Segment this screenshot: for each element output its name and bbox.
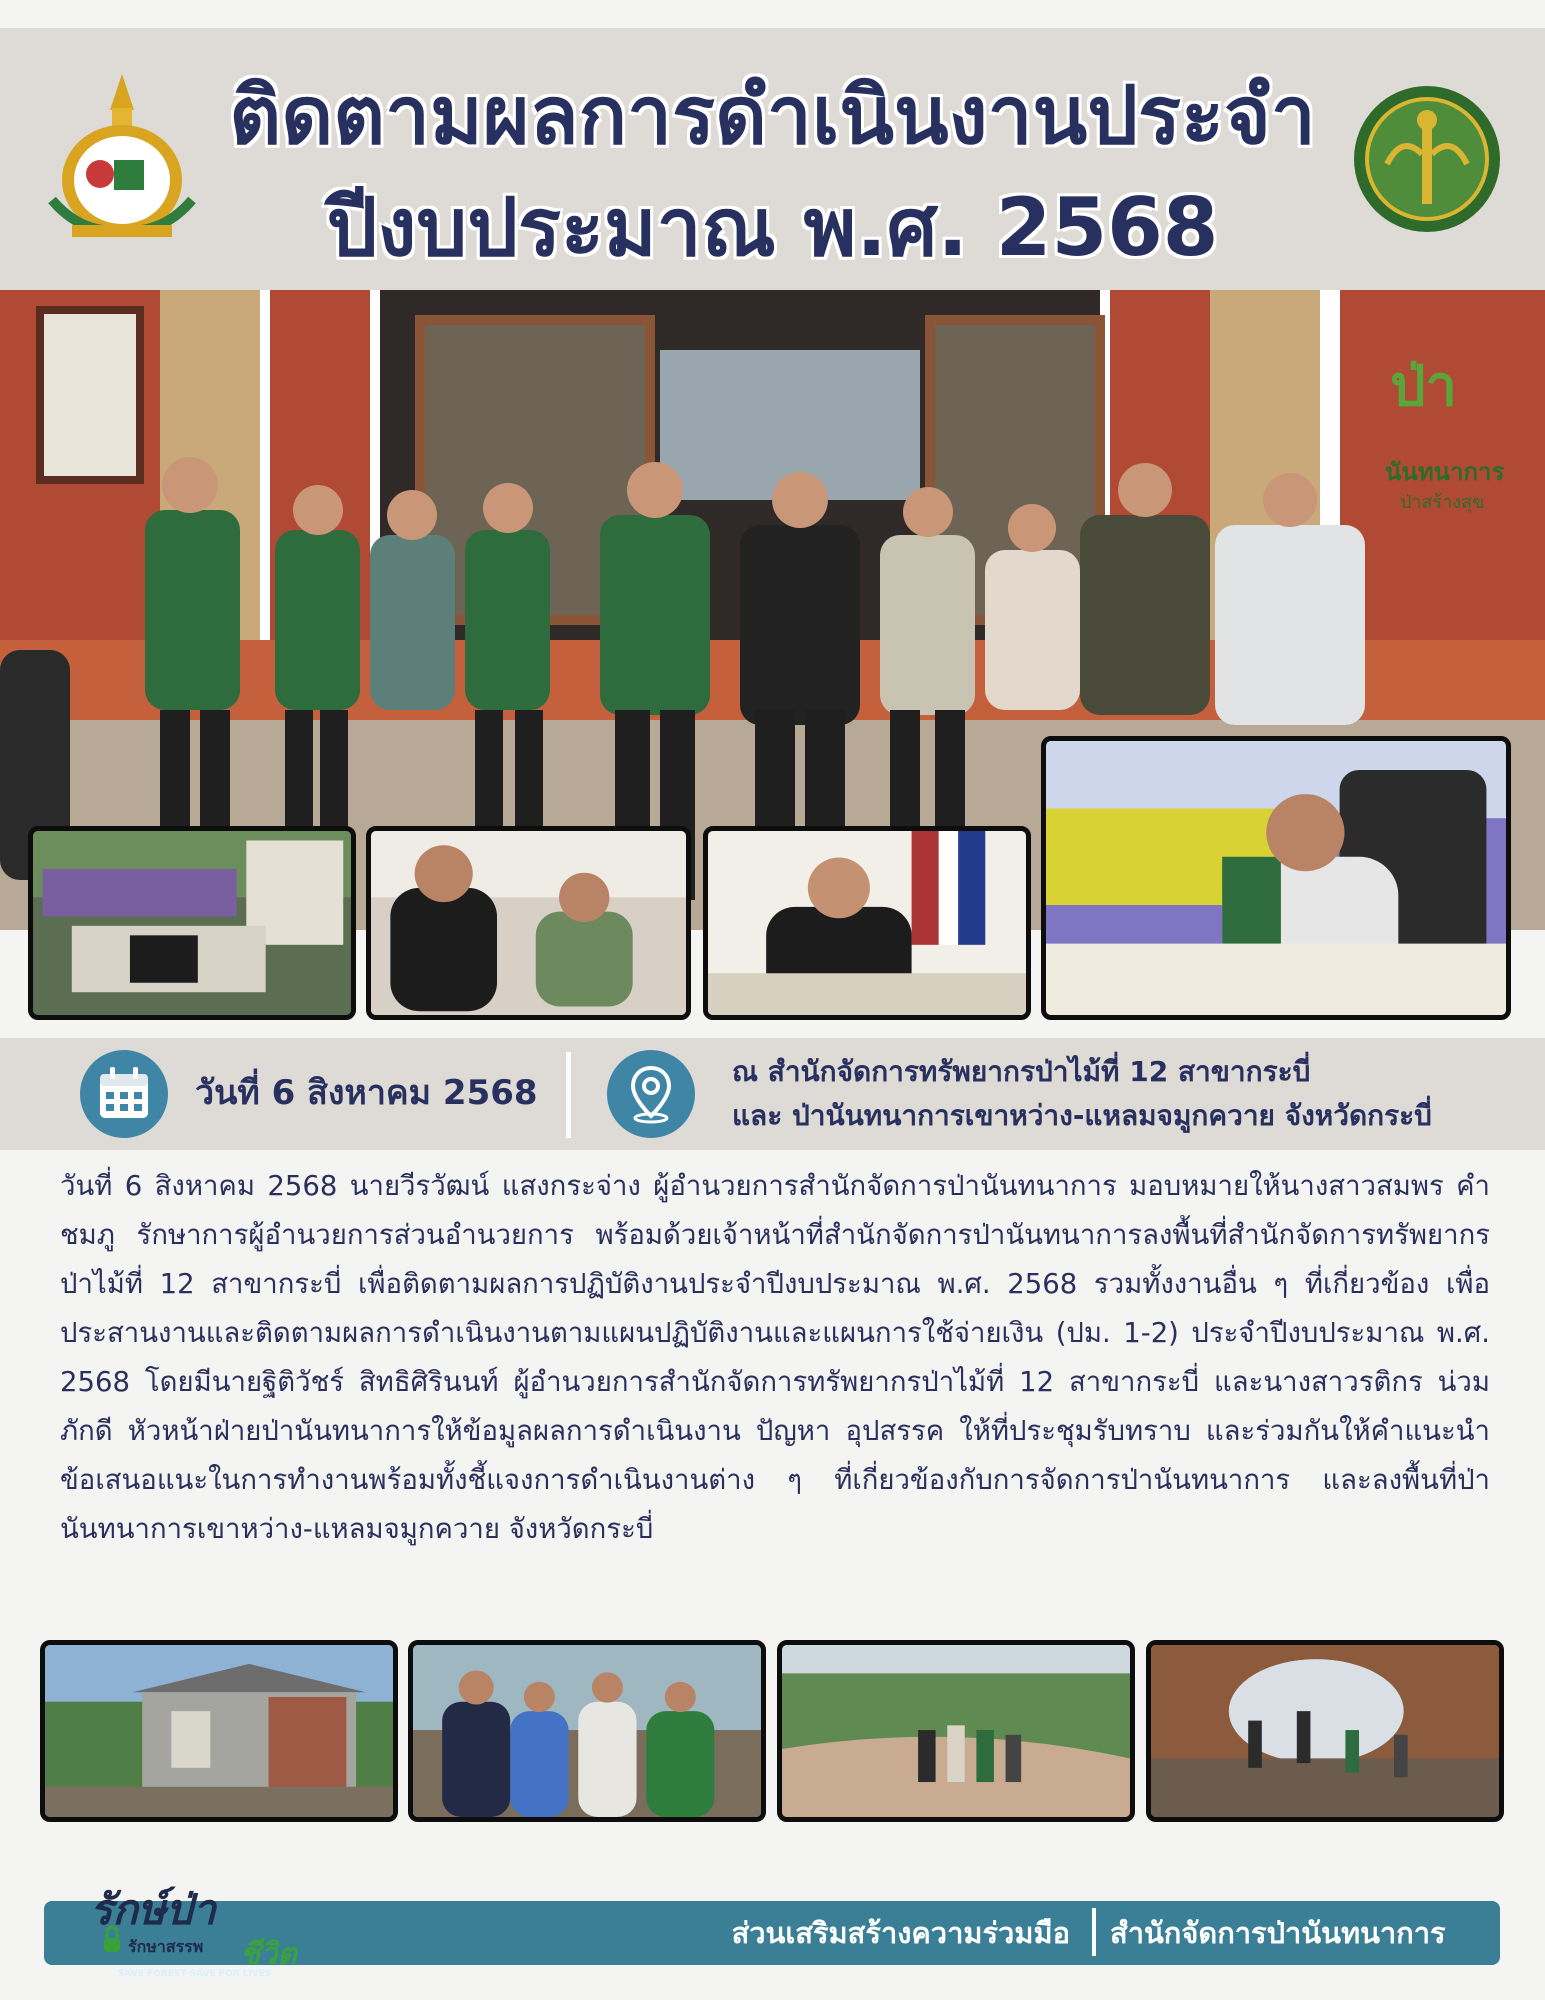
location-line-2: และ ป่านันทนาการเขาหว่าง-แหลมจมูกควาย จังหวัดกระบี่: [732, 1099, 1432, 1132]
watermark-line-2: นันทนาการ: [1385, 458, 1505, 486]
location-pin-icon: [607, 1050, 695, 1138]
watermark-line-1: ป่า: [1390, 354, 1457, 419]
royal-forest-department-seal-icon: [1352, 84, 1502, 234]
calendar-icon: [80, 1050, 168, 1138]
logo-sub: รักษาสรรพ: [128, 1937, 204, 1956]
presenter-photo: [703, 826, 1031, 1020]
body-paragraph: วันที่ 6 สิงหาคม 2568 นายวีรวัฒน์ แสงกระจ่าง ผู้อำนวยการสำนักจัดการป่านันทนาการ มอบหมายให้นางสาวสมพร คำชมภู รักษาการผู้อำนวยการส่วนอำนวยการ พร้อมด้วยเจ้าหน้าที่สำนักจัดการป่านันทนาการลงพื้นที่สำนักจัดการทรัพยากรป่าไม้ที่ 12 สาขากระบี่ เพื่อติดตามผลการปฏิบัติงานประจำปีงบประมาณ พ.ศ. 2568 รวมทั้งงานอื่น ๆ ที่เกี่ยวข้อง เพื่อประสานงานและติดตามผลการดำเนินงานตามแผนปฏิบัติงานและแผนการใช้จ่ายเงิน (ปม. 1-2) ประจำปีงบประมาณ พ.ศ. 2568 โดยมีนายฐิติวัชร์ สิทธิศิรินนท์ ผู้อำนวยการสำนักจัดการทรัพยากรป่าไม้ที่ 12 สาขากระบี่ และนางสาวรติกร น่วมภักดี หัวหน้าฝ่ายป่านันทนาการให้ข้อมูลผลการดำเนินงาน ปัญหา อุปสรรค ให้ที่ประชุมรับทราบ และร่วมกันให้คำแนะนำ ข้อเสนอแนะในการทำงานพร้อมทั้งชี้แจงการดำเนินงานต่าง ๆ ที่เกี่ยวข้องกับการจัดการป่านันทนาการ และลงพื้นที่ป่านันทนาการเขาหว่าง-แหลมจมูกควาย จังหวัดกระบี่: [60, 1170, 1490, 1545]
beach-walk-photo: [777, 1640, 1135, 1822]
meeting-attendees-photo: [366, 826, 691, 1020]
title-line-1: ติดตามผลการดำเนินงานประจำ: [229, 69, 1316, 162]
location-line-1: ณ สำนักจัดการทรัพยากรป่าไม้ที่ 12 สาขากระบี่: [732, 1055, 1311, 1088]
logo-text-2: ชีวิต: [240, 1937, 297, 1972]
footer-left-text: ส่วนเสริมสร้างความร่วมมือ: [731, 1916, 1070, 1950]
footer-divider: [1092, 1908, 1096, 1956]
watermark-line-3: ป่าสร้างสุข: [1400, 492, 1485, 513]
logo-en: SAVE FOREST SAVE FOR LIVES: [118, 1969, 272, 1979]
meeting-room-photo: [28, 826, 356, 1020]
footer-right-text: สำนักจัดการป่านันทนาการ: [1110, 1916, 1446, 1950]
restroom-building-photo: [40, 1640, 398, 1822]
logo-text-1: รักษ์ป่า: [90, 1885, 216, 1934]
save-forest-logo-icon: [90, 1872, 320, 1982]
page-title: [200, 60, 1345, 284]
ministry-emblem-icon: [42, 70, 202, 245]
info-divider: [566, 1052, 571, 1138]
rock-arch-photo: [1146, 1640, 1504, 1822]
field-team-photo: [408, 1640, 766, 1822]
title-line-2: ปีงบประมาณ พ.ศ. 2568: [326, 181, 1219, 274]
director-photo: [1041, 736, 1511, 1020]
event-location: [732, 1050, 1432, 1138]
event-date: วันที่ 6 สิงหาคม 2568: [195, 1073, 538, 1113]
